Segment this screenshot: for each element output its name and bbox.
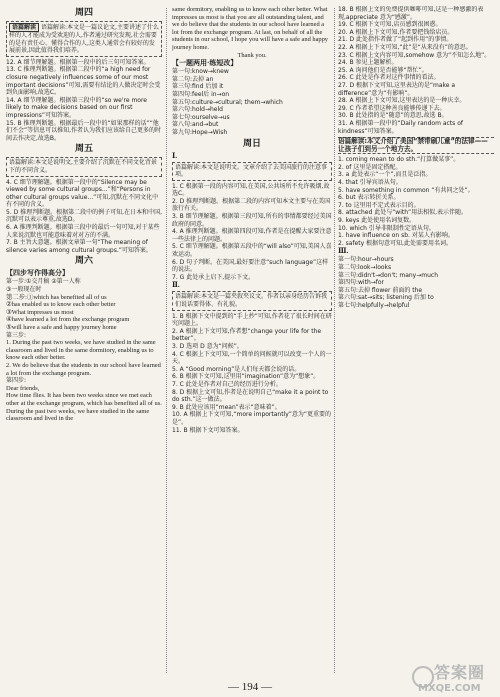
answer-item: 3. B 细节理解题。根据第三段可知,所有的事情都要经过美国政府的同意。 [172,213,332,228]
passage-summary-box [172,291,332,310]
answer-item: 31. A 根据第一段中的“Daily random acts of kindness”可知答案。 [338,119,463,135]
writing-step: ③What impresses us most [6,308,74,316]
answer-item: 7. B 主旨大意题。根据文章第一句“The meaning of silence varies among cultural groups.”可知答案。 [6,239,152,254]
drill-item: 第一句:know→knew [172,68,229,76]
answer-item: 26. C 此处是作者对这件事情的看法。 [338,74,440,82]
drill-item: 第六句:hold→held [172,106,223,114]
answer-item: 2. safety 根据句意可知,此处需要用名词。 [338,239,452,247]
writing-step: 第三步: [6,331,27,339]
column-divider [334,8,335,673]
writing-step: ④have learned a lot from the exchange program [6,316,130,324]
answer-item: 9. keys 此处使用名词复数。 [338,217,416,225]
part-label: Ⅱ. [172,281,180,290]
passage-summary-box [6,21,162,57]
drill-item: 第七句:ourselve→us [172,113,230,121]
answer-item: 13. C 推理判断题。根据第二段中的“a high need for closure negatively influences some of our most important decisions”可知,需要有结论的人做决定时会受到负面影响,故选C。 [6,66,161,97]
answer-item: 4. that 引导宾语从句。 [338,179,402,187]
answer-item: 9. B 此处应该用“mean”表示“意味着”。 [172,403,281,411]
writing-step: 第一步:①交月稿 ②第一人称 [6,278,81,286]
drill-item: 第二句:look→looks [338,264,392,271]
letter-body: same dormitory, enabling us to know each other better. What impresses us most is that you are all outstanding talent, and we do believe that the students in our school have learned a lot from the exchange program. At last, on behalf of all the students in our school, I hope you will have a safe and happy journey home. [172,6,329,51]
answer-item: 20. A 根据上下文可知,作者要把钱给店员。 [338,28,454,36]
letter-body: During the past two weeks, we have studied in the same classroom and lived in the [6,407,150,423]
drill-item: 第一句:hour→hours [338,256,394,264]
answer-item: 19. C 根据下文可知,店员感到很困惑。 [338,21,442,29]
answer-item: 21. D 此处指作者做了“起到作用”的事情。 [338,36,453,44]
answer-item: 14. A 细节理解题。根据第三段中的“so we're more likely to make decisions based on our first impressions”可知答案。 [6,96,147,119]
letter-greeting: Dear friends, [6,384,40,392]
answer-item: 11. B 根据下文可知答案。 [172,426,244,434]
column-right [338,6,494,678]
answer-item: 5. C 细节理解题。根据第五段中的“will also”可知,美国人喜欢运动。 [172,243,332,259]
answer-item: 25. A 询问他们是否能够“帮忙”。 [338,66,428,74]
answer-item: 4. C 细节理解题。根据第一段中的“Silence may be viewed by some cultural groups...”和“Persons in other cultural groups value...”可知,沉默在不同文化中有不同的含义。 [6,178,159,209]
answer-item: 5. D 推理判断题。根据第二段中的例子可知,在日本和中国,沉默可以表示尊重,故选D。 [6,208,162,224]
passage-summary: 语篇解读:本文介绍了美国“禁带刷儿童”的法律——让孩子们到另一个地方去。 [338,137,488,153]
answer-item: 29. C 作者希望这种善良能够传递下去。 [338,104,446,112]
passage-summary-box [172,162,332,181]
drill-item: 第九句:Hope→Wish [172,128,228,136]
drill-item: 第三句:didn't→don't; many→much [338,271,439,279]
drill-item: 第四句:feel后 in→on [172,90,230,98]
drill-item: 第四句:with→for [338,279,385,287]
answer-item: 27. D 根据下文可知,这里表达的是“make a difference”意为“有影响”。 [338,81,456,97]
answer-item: 5. A “Good morning”是人们每天都会说的话。 [172,365,301,373]
passage-summary: 语篇解读:本文是说明文。文章介绍了去美国旅行的注意事项。 [175,163,328,179]
answer-item: 6. D 句子判断。在美国,最好要注意“such language”这样的说法。 [172,258,329,274]
passage-summary: 语篇解读:本文是说明文,主要介绍了沉默在不同文化背景下的不同含义。 [9,159,157,174]
day-heading-saturday: 周六 [74,256,93,267]
drill-item: 第七句:helpfully→helpful [338,301,410,309]
answer-item: 1. C 根据第一段的内容可知,在美国,公共场所不允许吸烟,故选C。 [172,182,330,198]
drill-item: 第五句:culture→cultural; them→which [172,98,283,106]
writing-step: 第四步: [6,377,27,385]
answer-item: 8. attached 此处与“with”用法相似,表示伴随。 [338,209,468,217]
answer-item: 7. G 此处承上启下,提示下文。 [172,273,255,281]
answer-item: 10. which 引导非限制性定语从句。 [338,224,435,232]
summary-tag: 语篇解读 [9,23,39,32]
answer-item: 23. C 根据上文内容可知,somehow 意为“不知怎么地”。 [338,51,491,59]
column-divider [166,8,167,673]
answer-item: 2. of 这里是固定搭配。 [338,163,402,171]
page-number: — 194 — [228,681,272,693]
answer-item: 7. to 这里用不定式表示目的。 [338,201,420,209]
passage-summary-box [6,157,162,176]
writing-steps-title: 【四步写作得高分】 [6,269,69,278]
day-heading-sunday: 周日 [242,138,261,149]
writing-step: 1. During the past two weeks, we have studied in the same classroom and lived in the same dormitory, enabling us to know each other better. [6,339,156,362]
part-label: Ⅰ. [172,151,178,160]
writing-step: ②has enabled us to know each other better [6,301,116,309]
drill-title: 【一题两用·练短改】 [172,59,238,68]
drill-item: 第五句:去掉 flower 前面的 the [338,286,423,294]
letter-closing: Thank you. [237,51,267,59]
part-label: Ⅲ. [338,247,349,256]
day-heading-thursday: 周四 [74,8,93,18]
writing-step: 2. We do believe that the students in our school have learned a lot from the exchange program. [6,361,161,377]
answer-item: 5. have something in common “有共同之处”。 [338,186,474,194]
writing-step: 第二步:①which has benefited all of us [6,293,107,301]
answer-item: 4. C 根据上下文可知,一个简单的问候就可以改变一个人的一天。 [172,350,332,366]
answer-item: 6. but 表示转折关系。 [338,194,400,202]
passage-summary-box [338,137,494,154]
answer-item: 1. B 根据下文中提到的“手上抄”可知,作者花了很长时间在研究问题上。 [172,312,332,328]
drill-item: 第八句:and→but [172,121,219,129]
answer-item: 3. a 此处表示“一个”,而且是泛指。 [338,171,432,179]
answer-item: 12. A 细节理解题。根据第一段中的后三句可知答案。 [6,58,150,66]
answer-item: 2. D 推理判断题。根据第二段的内容可知本文主要与在美国旅行有关。 [172,197,331,213]
answer-item: 7. C 此处是作者对自己的经历进行分析。 [172,380,282,388]
column-middle [172,6,332,678]
answer-item: 22. A 根据上下文可知,“此”是“从来没有”的意思。 [338,43,472,51]
drill-item: 第三句:find 后加 it [172,83,224,91]
answer-item: 10. A 根据上下文可知,“more importantly”意为“更重要的是”。 [172,411,332,426]
passage-summary: 语篇解读:本文是一篇夹叙夹议文。作者以亲身经历告诉我们说话要得体、有礼貌。 [175,293,328,308]
watermark-url: MXQE.COM [418,683,481,694]
answer-item: 6. B 根据下文可知,这里用“imagination”意为“想象”。 [172,373,320,381]
answer-item: 28. A 根据上下文可知,这里表达的是一种庆幸。 [338,97,466,105]
answer-item: 2. A 根据上下文可知,作者想“change your life for the better”。 [172,327,322,343]
answer-item: 6. A 推理判断题。根据第三段中的最后一句可知,对于某些人来说沉默也可能意味着对对方的不满。 [6,224,160,239]
writing-step: ⑤will have a safe and happy journey home [6,324,117,331]
answer-item: 1. coming mean to do sth.“打算做某事”。 [338,156,460,164]
drill-item: 第二句:去掉 an [172,75,214,83]
answer-item: 30. B 此处指的是“随意”的意思,故选 B。 [338,112,448,120]
answer-item: 18. B 根据上文的免费提供咖啡可知,这是一种感激的表现,appreciate 意为“感激”。 [338,6,484,21]
watermark-logo [412,664,498,696]
answer-item: 8. D 根据上文可知,作者是在说明自己“make it a point to do sth.”这一做法。 [172,388,329,404]
answer-item: 3. D 选项 D 意为“问候”。 [172,342,243,350]
watermark-text: 答案圈 [434,663,486,682]
drill-item: 第六句:sat→sits; listening 后加 to [338,294,434,302]
passage-summary: 语篇解读:本文是一篇议论文,主要讲述了什么样的人才能成为受欢迎的人,作者通过研究发现,社会需要的是有责任心、懂得合作的人,这类人通常会有较好的发展前景,因此值得我们培养。 [9,24,159,55]
day-heading-friday: 周五 [74,144,93,155]
letter-body: How time flies. It has been two weeks since we met each other at the exchange program, which has benefited all of us. [6,392,162,407]
answer-item: 15. B 推理判断题。根据最后一段中的“如果那样的话”“他们不会”等信息可以推知,作者认为我们应该给自己更多的时间去作决定,故选B。 [6,119,162,142]
answer-item: 24. B 参见上题解析。 [338,59,398,67]
answer-item: 1. have influence on sb. 对某人有影响。 [338,232,454,240]
writing-step: ③一般现在时 [6,286,42,294]
answer-item: 4. A 推理判断题。根据第四段可知,作者是在提醒大家要注意一些法律上的问题。 [172,228,332,243]
column-left [6,6,162,678]
